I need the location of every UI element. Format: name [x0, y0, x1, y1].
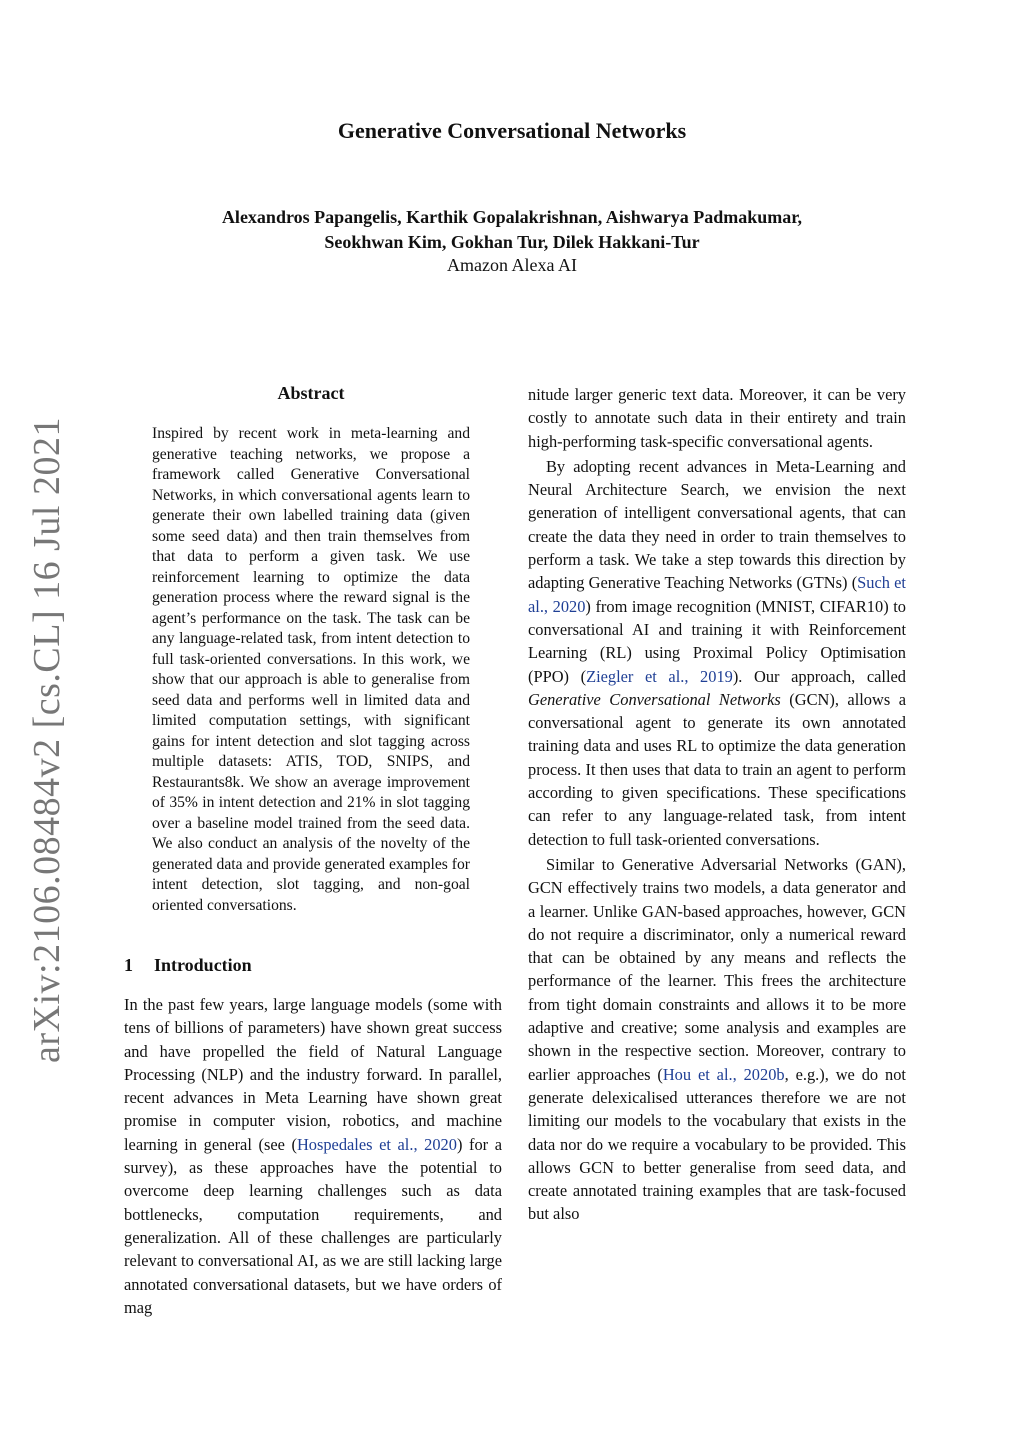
authors-line-2: Seokhwan Kim, Gokhan Tur, Dilek Hakkani-Tur: [324, 232, 700, 252]
left-column: [124, 993, 502, 1319]
abstract-text: Inspired by recent work in meta-learning and generative teaching networks, we propose a framework called Generative Conversational Networks, in which conversational agents learn to generate their own labelled training data (given some seed data) and then train themselves from that data to perform a given task. We use reinforcement learning to optimize the data generation process where the reward signal is the agent’s performance on the task. The task can be any language-related task, from intent detection to full task-oriented conversations. In this work, we show that our approach is able to generalise from seed data and performs well in limited data and limited computation settings, with significant gains for intent detection and slot tagging across multiple datasets: ATIS, TOD, SNIPS, and Restaurants8k. We show an average improvement of 35% in intent detection and 21% in slot tagging over a baseline model trained from the seed data. We also conduct an analysis of the novelty of the generated data and provide generated examples for intent detection, slot tagging, and non-goal oriented conversations.: [152, 425, 470, 914]
abstract-heading: Abstract: [277, 383, 345, 403]
affiliation: Amazon Alexa AI: [447, 255, 577, 275]
intro-paragraph-3: Similar to Generative Adversarial Networks (GAN), GCN effectively trains two models, a data generator and a learner. Unlike GAN-based approaches, however, GCN do not require a discriminator, only a numerical reward that can be obtained by any means and reflects the performance of the learner. This frees the architecture from tight domain constraints and allows it to be more adaptive and creative; some analysis and examples are shown in the respective section. Moreover, contrary to earlier approaches (Hou et al., 2020b, e.g.), we do not generate delexicalised utterances therefore we are not limiting our models to the vocabulary that exists in the data nor do we require a vocabulary to be provided. This allows GCN to better generalise from seed data, and create annotated training examples that are task-focused but also: [528, 854, 906, 1224]
introduction-heading: [124, 955, 252, 976]
gcn-term: Generative Conversational Networks: [528, 689, 781, 709]
author-list: [0, 205, 1024, 255]
right-column: [528, 383, 906, 1226]
arxiv-identifier: arXiv:2106.08484v2 [cs.CL] 16 Jul 2021: [26, 417, 68, 1063]
section-title: Introduction: [154, 955, 252, 975]
citation-link[interactable]: Such et al., 2020: [528, 573, 906, 616]
section-number: 1: [124, 955, 133, 975]
citation-link[interactable]: Hospedales et al., 2020: [296, 1134, 457, 1154]
intro-paragraph-1: In the past few years, large language models (some with tens of billions of parameters) have shown great success and have propelled the field of Natural Language Processing (NLP) and the industry forward. In parallel, recent advances in Meta Learning have shown great promise in computer vision, robotics, and machine learning in general (see (Hospedales et al., 2020) for a survey), as these approaches have the potential to overcome deep learning challenges such as data bottlenecks, computation requirements, and generalization. All of these challenges are particularly relevant to conversational AI, as we are still lacking large annotated conversational datasets, but we have orders of mag: [124, 995, 502, 1317]
intro-paragraph-2: By adopting recent advances in Meta-Learning and Neural Architecture Search, we envision the next generation of intelligent conversational agents, that can create the data they need in order to train themselves to perform a task. We take a step towards this direction by adapting Generative Teaching Networks (GTNs) (Such et al., 2020) from image recognition (MNIST, CIFAR10) to conversational AI and training it with Reinforcement Learning (RL) using Proximal Policy Optimisation (PPO) (Ziegler et al., 2019). Our approach, called Generative Conversational Networks (GCN), allows a conversational agent to generate its own annotated training data and uses RL to optimize the data generation process. It then uses that data to train an agent to perform according to given specifications. These specifications can refer to any language-related task, from intent detection to full task-oriented conversations.: [528, 456, 906, 849]
citation-link[interactable]: Ziegler et al., 2019: [586, 666, 733, 686]
paper-title: Generative Conversational Networks: [337, 118, 687, 143]
citation-link[interactable]: Hou et al., 2020b: [662, 1064, 785, 1084]
intro-paragraph-1-continued: nitude larger generic text data. Moreover, it can be very costly to annotate such data in their entirety and train high-performing task-specific conversational agents.: [528, 385, 906, 451]
authors-line-1: Alexandros Papangelis, Karthik Gopalakrishnan, Aishwarya Padmakumar,: [221, 207, 803, 227]
